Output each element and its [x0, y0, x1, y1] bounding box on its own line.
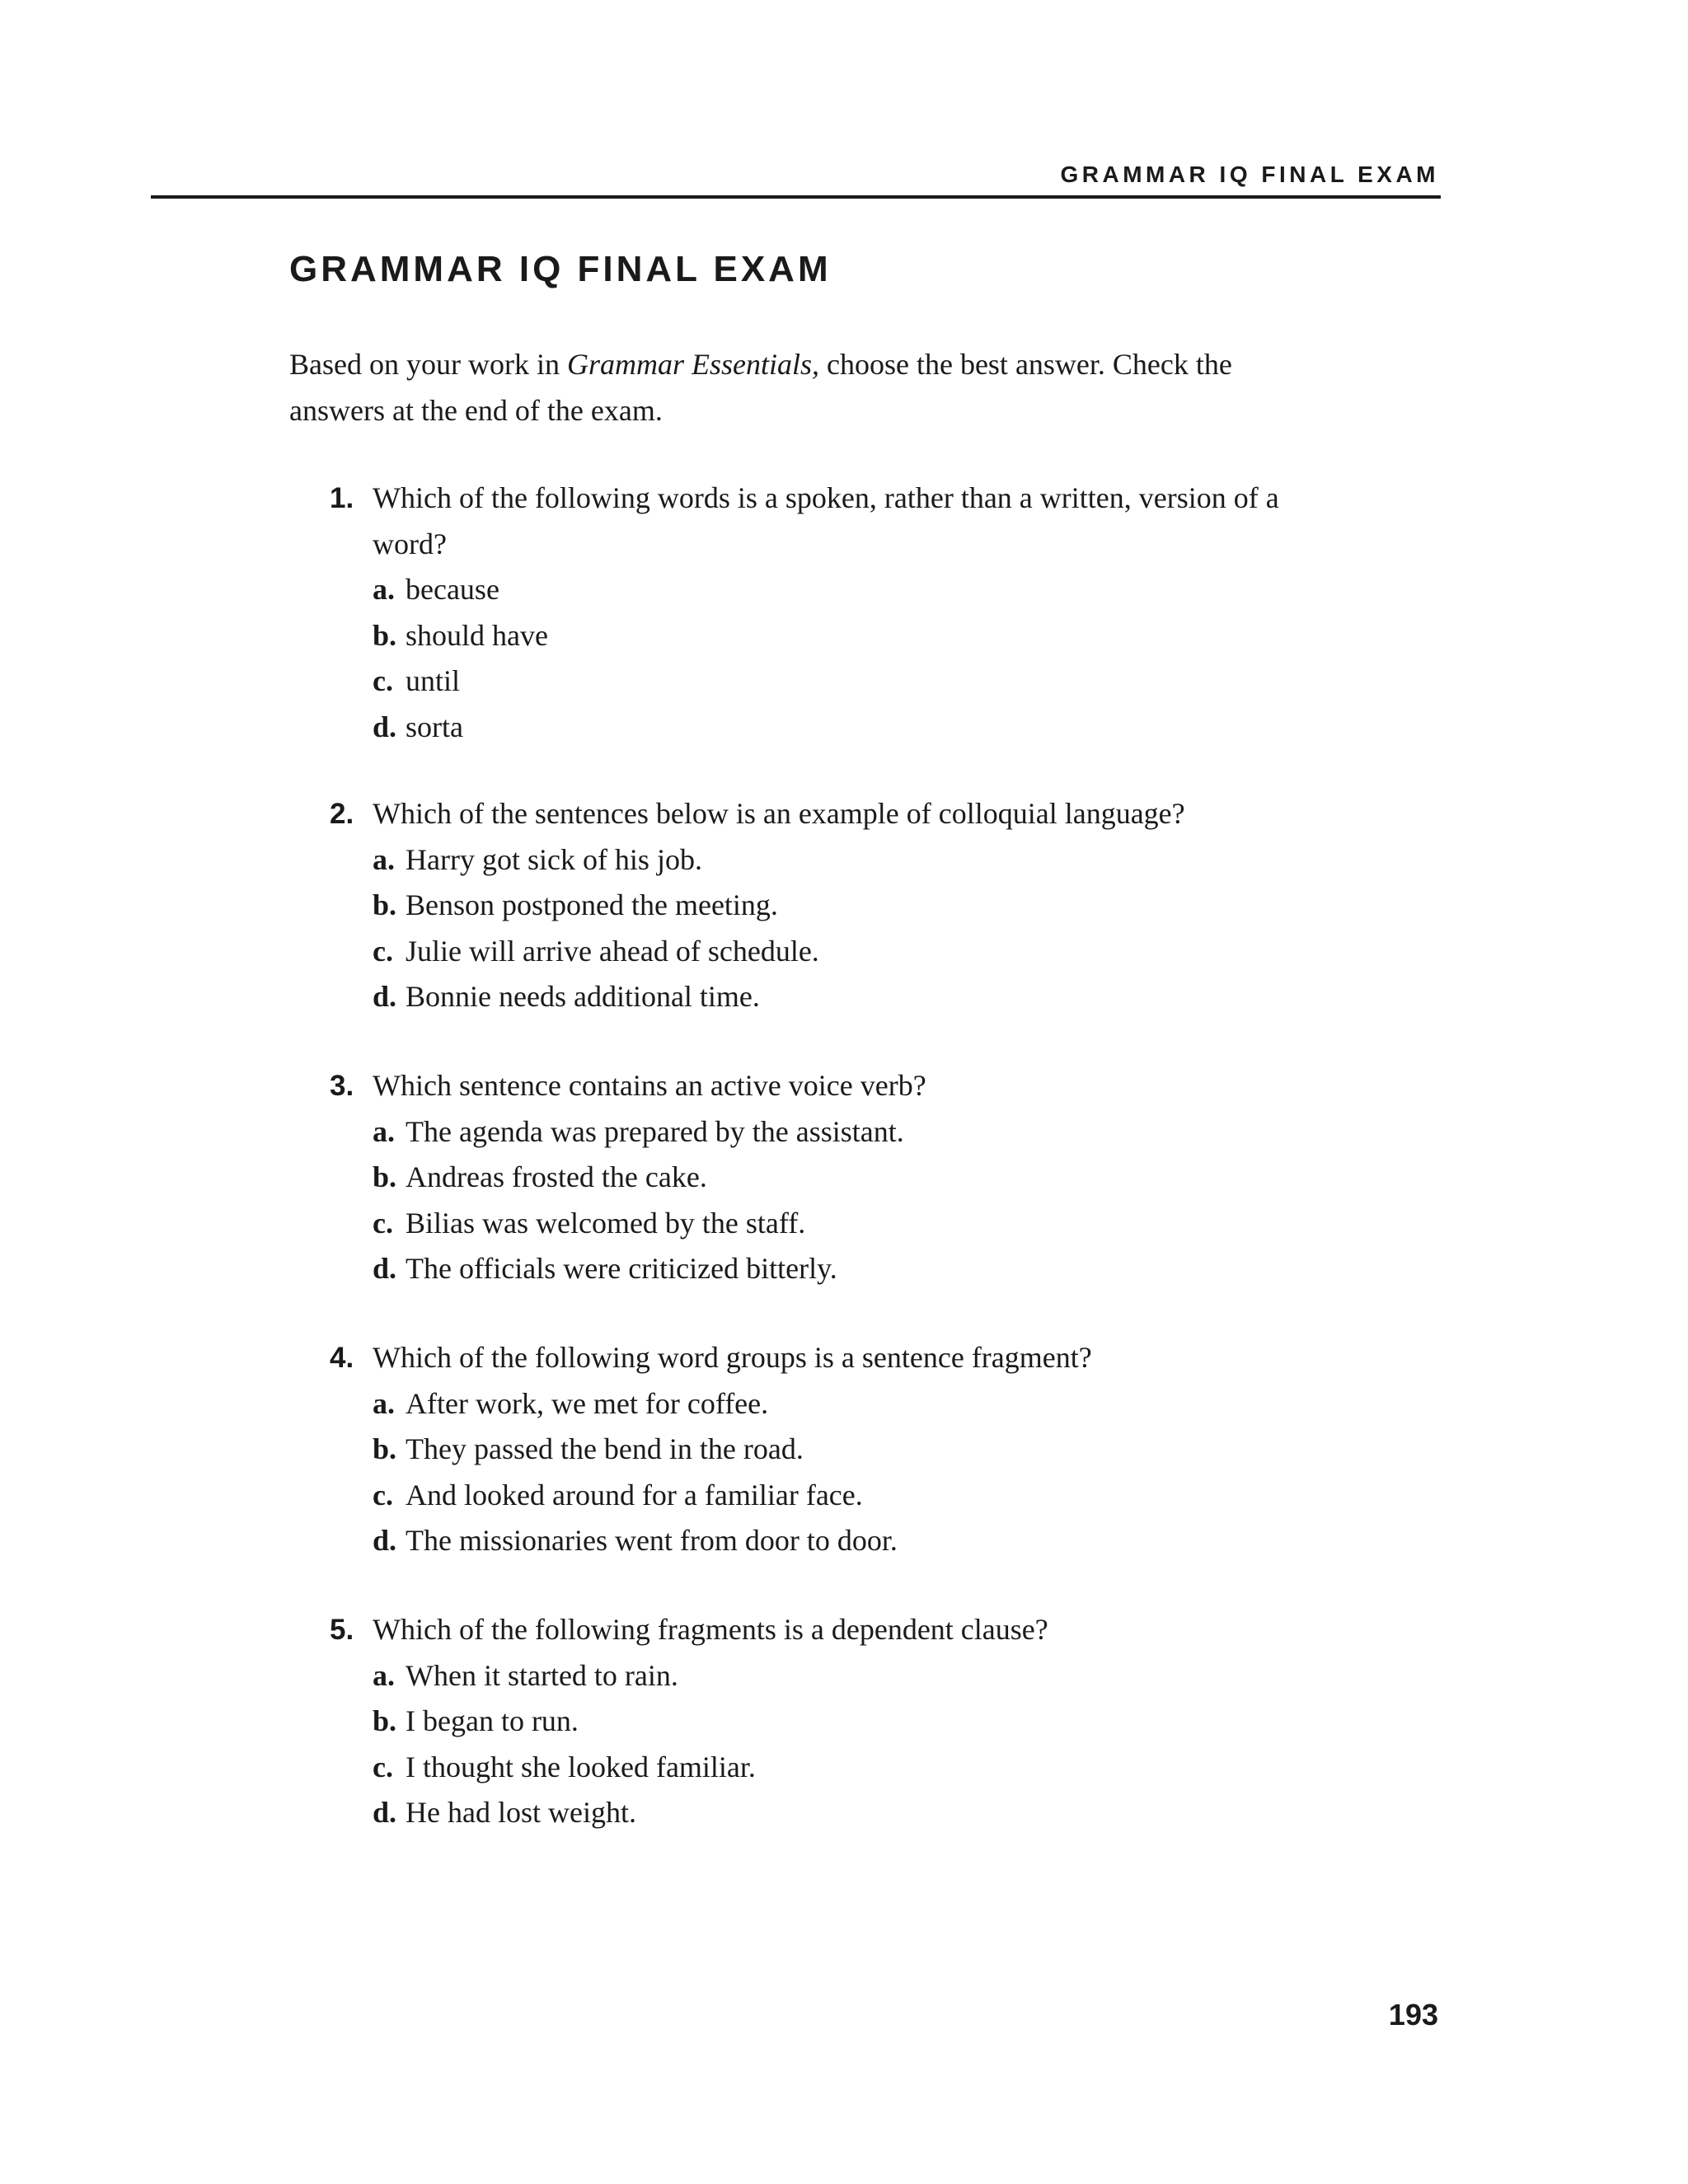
running-head: GRAMMAR IQ FINAL EXAM	[1060, 162, 1439, 187]
option-letter: d.	[373, 980, 397, 1013]
option-letter: a.	[373, 1114, 395, 1148]
question-number: 5.	[330, 1614, 354, 1646]
question-4	[330, 1335, 1302, 1564]
page-number: 193	[1388, 1998, 1438, 2032]
option-letter: b.	[373, 1432, 397, 1465]
option-a	[373, 1109, 1302, 1155]
option-letter: c.	[373, 1206, 393, 1240]
option-text: sorta	[406, 710, 463, 743]
option-c	[373, 929, 1302, 975]
option-text: He had lost weight.	[406, 1796, 636, 1829]
header-rule	[151, 195, 1441, 199]
option-letter: b.	[373, 1704, 397, 1737]
option-letter: d.	[373, 710, 397, 743]
option-text: Julie will arrive ahead of schedule.	[406, 934, 819, 968]
option-b	[373, 1699, 1302, 1745]
option-letter: c.	[373, 1750, 393, 1783]
option-c	[373, 1201, 1302, 1247]
question-text: Which sentence contains an active voice verb?	[373, 1069, 926, 1102]
option-b	[373, 1427, 1302, 1473]
question-number: 3.	[330, 1070, 354, 1102]
option-text: The missionaries went from door to door.	[406, 1524, 898, 1557]
option-a	[373, 567, 1302, 613]
option-b	[373, 1155, 1302, 1201]
question-text: Which of the following word groups is a sentence fragment?	[373, 1341, 1092, 1374]
intro-text-start: Based on your work in	[289, 348, 567, 381]
option-text: until	[406, 664, 461, 697]
option-letter: a.	[373, 1386, 395, 1420]
option-text: When it started to rain.	[406, 1658, 678, 1692]
option-text: should have	[406, 618, 548, 652]
question-text: Which of the following words is a spoken, rather than a written, version of a word?	[373, 481, 1279, 560]
question-1	[330, 476, 1302, 750]
option-letter: d.	[373, 1524, 397, 1557]
question-text: Which of the following fragments is a dependent clause?	[373, 1613, 1048, 1646]
option-letter: a.	[373, 573, 395, 606]
option-a	[373, 1381, 1302, 1427]
option-d	[373, 705, 1302, 751]
option-text: because	[406, 573, 499, 606]
question-number: 1.	[330, 482, 354, 514]
option-letter: b.	[373, 888, 397, 921]
option-letter: a.	[373, 1658, 395, 1692]
option-text: They passed the bend in the road.	[406, 1432, 804, 1465]
option-c	[373, 1745, 1302, 1791]
option-text: Harry got sick of his job.	[406, 842, 702, 876]
option-text: The officials were criticized bitterly.	[406, 1252, 837, 1285]
option-text: I began to run.	[406, 1704, 579, 1737]
option-c	[373, 658, 1302, 705]
option-letter: b.	[373, 1160, 397, 1193]
option-letter: d.	[373, 1252, 397, 1285]
option-letter: b.	[373, 618, 397, 652]
book-title: Grammar Essentials,	[566, 348, 819, 381]
option-letter: c.	[373, 1478, 393, 1511]
option-d	[373, 1790, 1302, 1836]
option-b	[373, 883, 1302, 929]
option-text: Bonnie needs additional time.	[406, 980, 760, 1013]
option-b	[373, 613, 1302, 659]
question-text: Which of the sentences below is an example of colloquial language?	[373, 797, 1185, 830]
option-text: And looked around for a familiar face.	[406, 1478, 863, 1511]
option-text: I thought she looked familiar.	[406, 1750, 756, 1783]
option-a	[373, 1653, 1302, 1699]
option-letter: c.	[373, 664, 393, 697]
intro-paragraph	[289, 341, 1278, 434]
option-letter: d.	[373, 1796, 397, 1829]
page-title: GRAMMAR IQ FINAL EXAM	[289, 249, 832, 289]
option-a	[373, 837, 1302, 883]
option-c	[373, 1473, 1302, 1519]
option-text: Andreas frosted the cake.	[406, 1160, 707, 1193]
option-d	[373, 1246, 1302, 1292]
option-text: Benson postponed the meeting.	[406, 888, 778, 921]
question-number: 4.	[330, 1342, 354, 1374]
option-text: The agenda was prepared by the assistant.	[406, 1114, 904, 1148]
option-text: After work, we met for coffee.	[406, 1386, 769, 1420]
question-number: 2.	[330, 798, 354, 830]
option-letter: c.	[373, 934, 393, 968]
option-letter: a.	[373, 842, 395, 876]
option-text: Bilias was welcomed by the staff.	[406, 1206, 806, 1240]
question-2	[330, 791, 1302, 1020]
option-d	[373, 974, 1302, 1020]
question-3	[330, 1063, 1302, 1292]
intro-text-end: choose the best answer. Check the answers at the end of the exam.	[289, 348, 1232, 427]
question-5	[330, 1607, 1302, 1836]
option-d	[373, 1518, 1302, 1564]
